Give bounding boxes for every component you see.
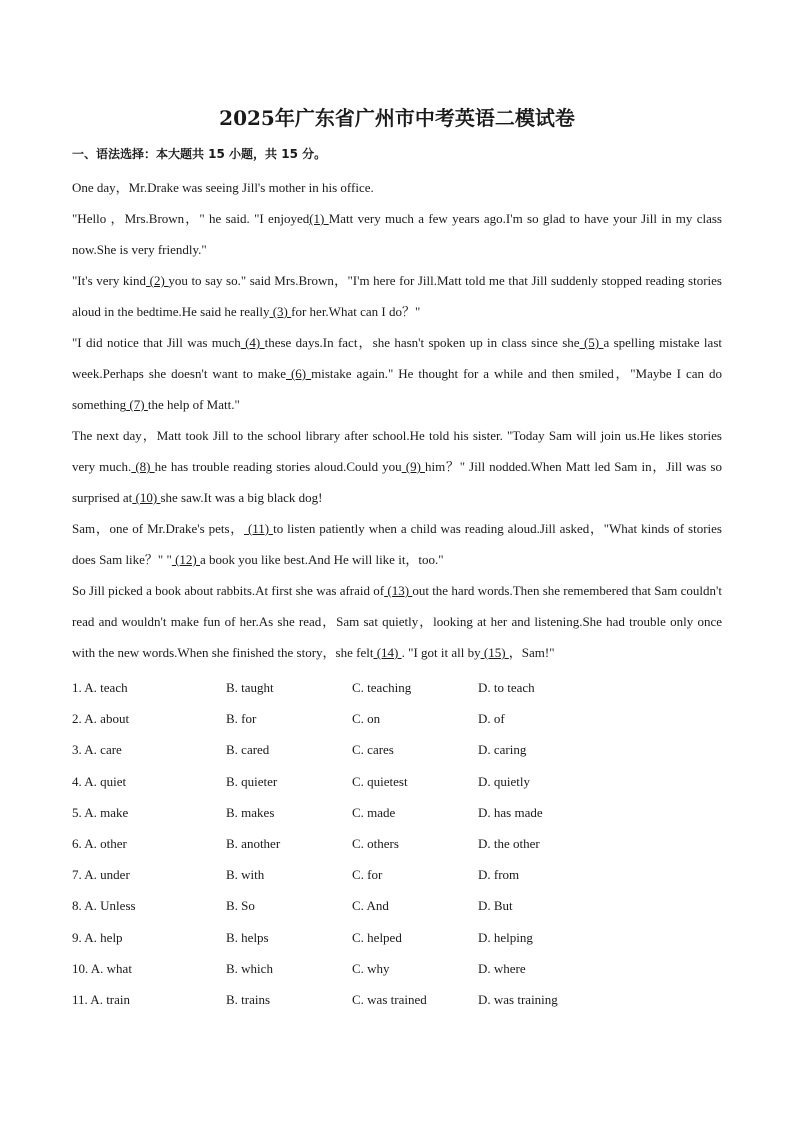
option-b: B. helps <box>226 929 269 945</box>
option-b: B. quieter <box>226 773 278 789</box>
passage-text: these days.In fact，she hasn't spoken up in class since she <box>264 335 580 350</box>
option-a: 2. A. about <box>72 711 130 727</box>
passage-paragraph <box>72 327 722 420</box>
blank-14: (14) <box>373 645 402 660</box>
option-b: B. trains <box>226 991 271 1007</box>
option-d: D. the other <box>478 835 540 851</box>
option-d: D. to teach <box>478 680 535 695</box>
passage-text: you to say so." said Mrs.Brown，"I'm here for Jill.Matt told me that Jill suddenly stopped reading stories aloud in the bedtime.He said he really <box>72 273 722 319</box>
passage-paragraph <box>72 420 722 513</box>
question-row <box>72 703 722 734</box>
section-heading: 一、语法选择：本大题共 15 小题，共 15 分。 <box>72 147 327 161</box>
blank-9: (9) <box>401 459 425 474</box>
option-b: B. which <box>226 960 273 976</box>
passage-paragraph <box>72 265 722 327</box>
passage-paragraph <box>72 513 722 575</box>
option-c: C. why <box>352 960 390 976</box>
passage-text: to listen patiently when a child was reading aloud.Jill asked，"What kinds of stories does Sam like？" " <box>72 521 722 567</box>
passage-text: a spelling mistake last week.Perhaps she doesn't want to make <box>72 335 722 381</box>
passage-text: a book you like best.And He will like it，too." <box>199 552 444 567</box>
option-a: 9. A. help <box>72 929 123 945</box>
option-c: C. on <box>352 711 381 727</box>
option-d: D. quietly <box>478 773 530 789</box>
option-a: 8. A. Unless <box>72 898 136 914</box>
passage-text: One day，Mr.Drake was seeing Jill's mother in his office. <box>72 180 374 195</box>
option-c: C. quietest <box>352 773 408 789</box>
question-row <box>72 859 722 890</box>
blank-4: (4) <box>240 335 265 350</box>
option-a: 10. A. what <box>72 960 132 976</box>
passage-text: The next day，Matt took Jill to the school library after school.He told his sister. "Today Sam will join us.He likes stories very much. <box>72 428 722 474</box>
option-d: D. helping <box>478 929 533 945</box>
passage-paragraph <box>72 575 722 668</box>
question-row <box>72 766 722 797</box>
option-a: 1. A. teach <box>72 680 128 695</box>
passage-text: Sam，one of Mr.Drake's pets， <box>72 521 244 536</box>
option-a: 6. A. other <box>72 835 127 851</box>
question-row <box>72 953 722 984</box>
question-row <box>72 672 722 703</box>
option-b: B. cared <box>226 742 270 758</box>
question-row <box>72 984 722 1015</box>
option-a: 4. A. quiet <box>72 773 127 789</box>
option-c: C. made <box>352 804 396 820</box>
passage-text: she saw.It was a big black dog! <box>160 490 323 505</box>
option-c: C. teaching <box>352 680 412 695</box>
option-d: D. of <box>478 711 505 727</box>
option-c: C. for <box>352 867 383 883</box>
page-title: 2025年广东省广州市中考英语二模试卷 <box>219 106 575 130</box>
option-c: C. helped <box>352 929 402 945</box>
option-b: B. taught <box>226 680 274 695</box>
blank-8: (8) <box>131 459 155 474</box>
passage-paragraph <box>72 172 722 203</box>
option-c: C. And <box>352 898 389 914</box>
blank-5: (5) <box>579 335 604 350</box>
question-row <box>72 890 722 921</box>
passage-text: for her.What can I do？" <box>291 304 421 319</box>
option-a: 5. A. make <box>72 804 129 820</box>
blank-15: (15) <box>480 645 509 660</box>
passage-text: "Hello ，Mrs.Brown，" he said. "I enjoyed <box>72 211 310 226</box>
passage-text: Matt very much a few years ago.I'm so glad to have your Jill in my class now.She is very friendly." <box>72 211 722 257</box>
blank-11: (11) <box>243 521 274 536</box>
question-row <box>72 922 722 953</box>
blank-1: (1) <box>309 211 329 226</box>
option-b: B. another <box>226 835 281 851</box>
blank-13: (13) <box>384 583 413 598</box>
passage-text: ，Sam!" <box>508 645 555 660</box>
passage-text: him？" Jill nodded.When Matt led Sam in，Jill was so surprised at <box>72 459 722 505</box>
option-d: D. But <box>478 898 513 914</box>
option-d: D. has made <box>478 804 543 820</box>
option-c: C. others <box>352 835 399 851</box>
passage-text: "It's very kind <box>72 273 147 288</box>
passage-text: So Jill picked a book about rabbits.At first she was afraid of <box>72 583 385 598</box>
blank-7: (7) <box>126 397 148 412</box>
option-c: C. cares <box>352 742 394 758</box>
blank-12: (12) <box>171 552 200 567</box>
option-b: B. So <box>226 898 255 914</box>
option-a: 3. A. care <box>72 742 122 758</box>
option-d: D. from <box>478 867 520 883</box>
blank-2: (2) <box>146 273 169 288</box>
passage-text: the help of Matt." <box>147 397 240 412</box>
option-a: 7. A. under <box>72 867 130 883</box>
passage-text: "I did notice that Jill was much <box>72 335 241 350</box>
question-row <box>72 797 722 828</box>
option-b: B. with <box>226 867 265 883</box>
blank-3: (3) <box>269 304 292 319</box>
question-row <box>72 734 722 765</box>
passage-text: . "I got it all by <box>401 645 481 660</box>
option-c: C. was trained <box>352 991 427 1007</box>
blank-10: (10) <box>132 490 161 505</box>
option-b: B. for <box>226 711 257 727</box>
answer-options <box>72 672 722 1015</box>
option-b: B. makes <box>226 804 275 820</box>
option-d: D. caring <box>478 742 527 758</box>
passage-text: out the hard words.Then she remembered that Sam couldn't read and wouldn't make fun of her.As she read，Sam sat quietly，looking at her and listening.She had trouble only once with the new words.When she finished the story，she felt <box>72 583 722 660</box>
passage-text: he has trouble reading stories aloud.Could you <box>154 459 402 474</box>
option-d: D. where <box>478 960 526 976</box>
passage <box>72 172 722 668</box>
passage-text: mistake again." He thought for a while and then smiled，"Maybe I can do something <box>72 366 722 412</box>
option-d: D. was training <box>478 991 558 1007</box>
option-a: 11. A. train <box>72 991 131 1007</box>
question-row <box>72 828 722 859</box>
passage-paragraph <box>72 203 722 265</box>
blank-6: (6) <box>285 366 312 381</box>
